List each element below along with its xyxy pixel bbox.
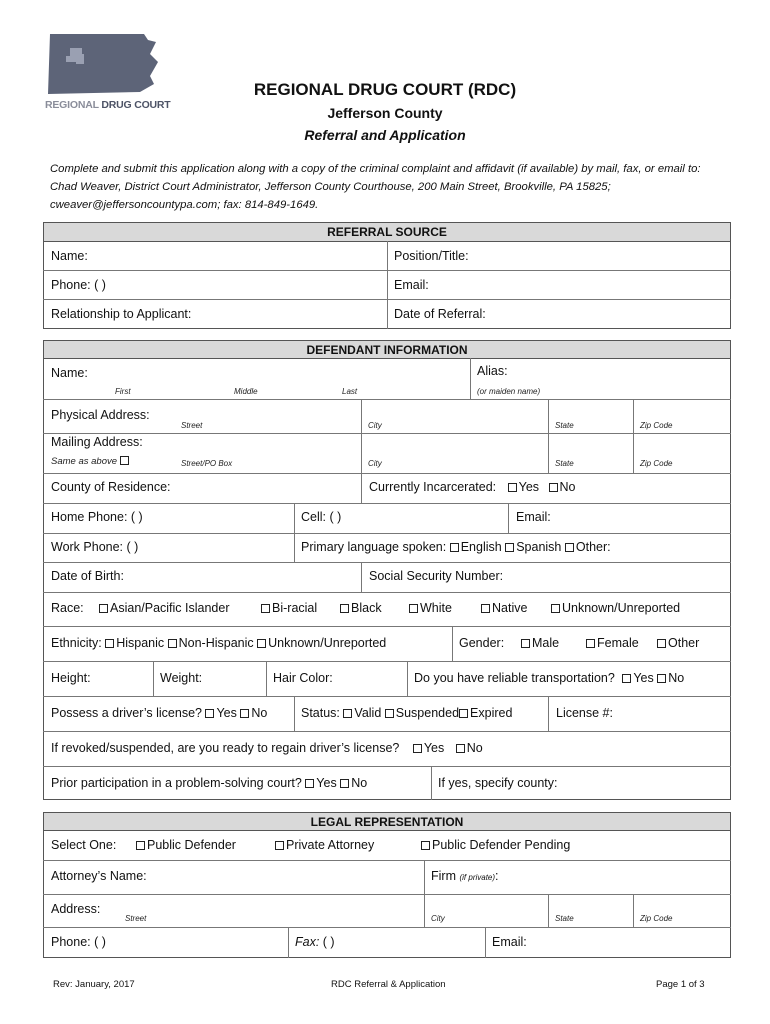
status-suspended-checkbox[interactable] [385, 709, 394, 718]
gender-male-label: Male [532, 636, 560, 650]
revoked-group [51, 741, 483, 755]
same-as-above-checkbox[interactable] [120, 456, 129, 465]
language-group [301, 540, 611, 554]
attorney-phone-field[interactable]: Phone: ( ) [51, 935, 106, 949]
prior-no-label: No [351, 776, 368, 790]
physical-city-hint: City [368, 421, 382, 430]
physical-state-hint: State [555, 421, 574, 430]
firm-field[interactable]: Firm (if private): [431, 869, 499, 883]
ssn-field[interactable]: Social Security Number: [369, 569, 504, 583]
non-hispanic-checkbox[interactable] [168, 639, 177, 648]
physical-street-hint: Street [181, 421, 203, 430]
defendant-email-field[interactable]: Email: [516, 510, 551, 524]
attorney-zip-hint: Zip Code [640, 914, 673, 923]
prior-yes-label: Yes [316, 776, 337, 790]
form-title: REGIONAL DRUG COURT (RDC) [253, 80, 517, 99]
drivers-license-group [51, 706, 267, 720]
prior-county-field[interactable]: If yes, specify county: [438, 776, 558, 790]
cell-phone-field[interactable]: Cell: ( ) [301, 510, 342, 524]
status-suspended-label: Suspended [395, 706, 460, 720]
gender-label: Gender: [459, 636, 505, 650]
pd-pending-option[interactable] [421, 838, 570, 852]
last-name-hint: Last [342, 387, 358, 396]
footer-title: RDC Referral & Application [331, 979, 446, 990]
ethnicity-unknown-checkbox[interactable] [257, 639, 266, 648]
transportation-label: Do you have reliable transportation? [414, 671, 615, 685]
height-field[interactable]: Height: [51, 671, 91, 685]
page-number: Page 1 of 3 [656, 979, 705, 990]
referral-name-field[interactable]: Name: [51, 249, 88, 263]
revoked-yes-label: Yes [423, 741, 445, 755]
gender-female-checkbox[interactable] [586, 639, 595, 648]
select-one-label: Select One: [51, 838, 117, 852]
referral-relationship-field[interactable]: Relationship to Applicant: [51, 307, 192, 321]
license-status-label: Status: [301, 706, 340, 720]
instructions: Complete and submit this application along with a copy of the criminal complaint and affidavit (if available) by mail, fax, or email to: Chad Weaver, District Court Administrator, Jefferson County Courthouse, 200 Main Street, Brookville, PA 15825; cweaver@jeffersoncountypa.com; fax: 814-849-1649. [50, 163, 701, 211]
county-of-residence-field[interactable]: County of Residence: [51, 480, 171, 494]
race-label: Race: [51, 601, 84, 615]
license-yes-label: Yes [216, 706, 237, 720]
hispanic-label: Hispanic [116, 636, 165, 650]
public-defender-label: Public Defender [147, 838, 236, 852]
revoked-yes-checkbox[interactable] [413, 744, 422, 753]
status-valid-checkbox[interactable] [343, 709, 352, 718]
fax-paren: ( ) [319, 935, 335, 949]
race-unknown-label: Unknown/Unreported [562, 601, 681, 615]
license-no-label: No [251, 706, 268, 720]
first-name-hint: First [115, 387, 131, 396]
home-phone-field[interactable]: Home Phone: ( ) [51, 510, 143, 524]
gender-female-label: Female [597, 636, 639, 650]
transportation-no-checkbox[interactable] [657, 674, 666, 683]
race-unknown-checkbox[interactable] [551, 604, 560, 613]
firm-note: (if private) [459, 873, 496, 882]
ethnicity-unknown-label: Unknown/Unreported [268, 636, 387, 650]
incarcerated-no-checkbox[interactable] [549, 483, 558, 492]
same-as-above-option[interactable] [51, 456, 131, 467]
gender-other-checkbox[interactable] [657, 639, 666, 648]
middle-name-hint: Middle [234, 387, 258, 396]
firm-label: Firm [431, 869, 456, 883]
private-attorney-option[interactable] [275, 838, 374, 852]
race-black-checkbox[interactable] [340, 604, 349, 613]
logo-text-drug-court: DRUG COURT [101, 99, 171, 111]
race-biracial-checkbox[interactable] [261, 604, 270, 613]
prior-yes-checkbox[interactable] [305, 779, 314, 788]
defendant-info-heading: DEFENDANT INFORMATION [43, 340, 731, 359]
spanish-checkbox[interactable] [505, 543, 514, 552]
prior-no-checkbox[interactable] [340, 779, 349, 788]
dob-field[interactable]: Date of Birth: [51, 569, 124, 583]
attorney-city-hint: City [431, 914, 445, 923]
incarcerated-label: Currently Incarcerated: [369, 480, 497, 494]
physical-address-field[interactable]: Physical Address: [51, 408, 150, 422]
attorney-name-field[interactable]: Attorney’s Name: [51, 869, 147, 883]
other-language-label: Other: [575, 540, 611, 554]
license-no-checkbox[interactable] [240, 709, 249, 718]
mailing-city-hint: City [368, 459, 382, 468]
race-option-1[interactable] [99, 601, 230, 615]
status-valid-label: Valid [354, 706, 382, 720]
drivers-license-label: Possess a driver’s license? [51, 706, 202, 720]
english-label: English [460, 540, 502, 554]
other-language-checkbox[interactable] [565, 543, 574, 552]
public-defender-option[interactable] [136, 838, 236, 852]
race-white-checkbox[interactable] [409, 604, 418, 613]
spanish-label: Spanish [516, 540, 562, 554]
non-hispanic-label: Non-Hispanic [178, 636, 254, 650]
gender-female-option[interactable] [586, 636, 639, 650]
attorney-email-field[interactable]: Email: [492, 935, 527, 949]
attorney-fax-field[interactable] [295, 935, 335, 949]
race-asian-checkbox[interactable] [99, 604, 108, 613]
legal-representation-heading: LEGAL REPRESENTATION [43, 812, 731, 831]
pd-pending-label: Public Defender Pending [432, 838, 571, 852]
race-black-label: Black [351, 601, 382, 615]
revision-date: Rev: January, 2017 [53, 979, 135, 990]
pd-pending-checkbox[interactable] [421, 841, 430, 850]
transportation-yes-checkbox[interactable] [622, 674, 631, 683]
defendant-name-field[interactable]: Name: [51, 366, 88, 380]
county-name: Jefferson County [327, 105, 443, 121]
license-number-field[interactable]: License #: [556, 706, 613, 720]
license-status-group [301, 706, 512, 720]
race-biracial-label: Bi-racial [272, 601, 318, 615]
race-option-3[interactable] [340, 601, 382, 615]
incarcerated-no-label: No [559, 480, 576, 494]
race-option-4[interactable] [409, 601, 452, 615]
referral-position-field[interactable]: Position/Title: [394, 249, 469, 263]
work-phone-field[interactable]: Work Phone: ( ) [51, 540, 139, 554]
language-label: Primary language spoken: [301, 540, 447, 554]
fax-label: Fax: [295, 935, 320, 949]
referral-source-heading: REFERRAL SOURCE [43, 222, 731, 242]
gender-male-option[interactable] [521, 636, 559, 650]
mailing-address-field[interactable]: Mailing Address: [51, 435, 143, 449]
private-attorney-checkbox[interactable] [275, 841, 284, 850]
race-option-5[interactable] [481, 601, 527, 615]
race-native-checkbox[interactable] [481, 604, 490, 613]
gender-other-label: Other [668, 636, 700, 650]
form-name: Referral and Application [304, 127, 466, 143]
private-attorney-label: Private Attorney [286, 838, 375, 852]
incarcerated-yes-label: Yes [518, 480, 540, 494]
mailing-street-hint: Street/PO Box [181, 459, 233, 468]
attorney-state-hint: State [555, 914, 574, 923]
ethnicity-group [51, 636, 386, 650]
transportation-yes-label: Yes [633, 671, 654, 685]
transportation-group [414, 671, 684, 685]
revoked-no-label: No [466, 741, 483, 755]
hair-color-field[interactable]: Hair Color: [273, 671, 333, 685]
revoked-label: If revoked/suspended, are you ready to regain driver’s license? [51, 741, 400, 755]
physical-zip-hint: Zip Code [640, 421, 673, 430]
referral-email-field[interactable]: Email: [394, 278, 429, 292]
same-as-above-label: Same as above [51, 456, 118, 467]
incarcerated-group [369, 480, 576, 494]
race-option-6[interactable] [551, 601, 680, 615]
license-yes-checkbox[interactable] [205, 709, 214, 718]
public-defender-checkbox[interactable] [136, 841, 145, 850]
gender-other-option[interactable] [657, 636, 699, 650]
hispanic-checkbox[interactable] [105, 639, 114, 648]
mailing-zip-hint: Zip Code [640, 459, 673, 468]
referral-phone-field[interactable]: Phone: ( ) [51, 278, 106, 292]
weight-field[interactable]: Weight: [160, 671, 203, 685]
ethnicity-label: Ethnicity: [51, 636, 102, 650]
race-option-2[interactable] [261, 601, 317, 615]
race-white-label: White [420, 601, 452, 615]
prior-participation-label: Prior participation in a problem-solving court? [51, 776, 302, 790]
attorney-address-field[interactable]: Address: [51, 902, 101, 916]
mailing-state-hint: State [555, 459, 574, 468]
prior-participation-group [51, 776, 367, 790]
attorney-street-hint: Street [125, 914, 147, 923]
race-native-label: Native [492, 601, 528, 615]
status-expired-checkbox[interactable] [459, 709, 468, 718]
logo-text-regional: REGIONAL [45, 99, 99, 111]
incarcerated-yes-checkbox[interactable] [508, 483, 517, 492]
referral-date-field[interactable]: Date of Referral: [394, 307, 486, 321]
transportation-no-label: No [668, 671, 685, 685]
maiden-name-hint: (or maiden name) [477, 387, 541, 396]
revoked-no-checkbox[interactable] [456, 744, 465, 753]
gender-male-checkbox[interactable] [521, 639, 530, 648]
alias-field[interactable]: Alias: [477, 364, 508, 378]
status-expired-label: Expired [470, 706, 513, 720]
english-checkbox[interactable] [450, 543, 459, 552]
race-asian-label: Asian/Pacific Islander [110, 601, 230, 615]
